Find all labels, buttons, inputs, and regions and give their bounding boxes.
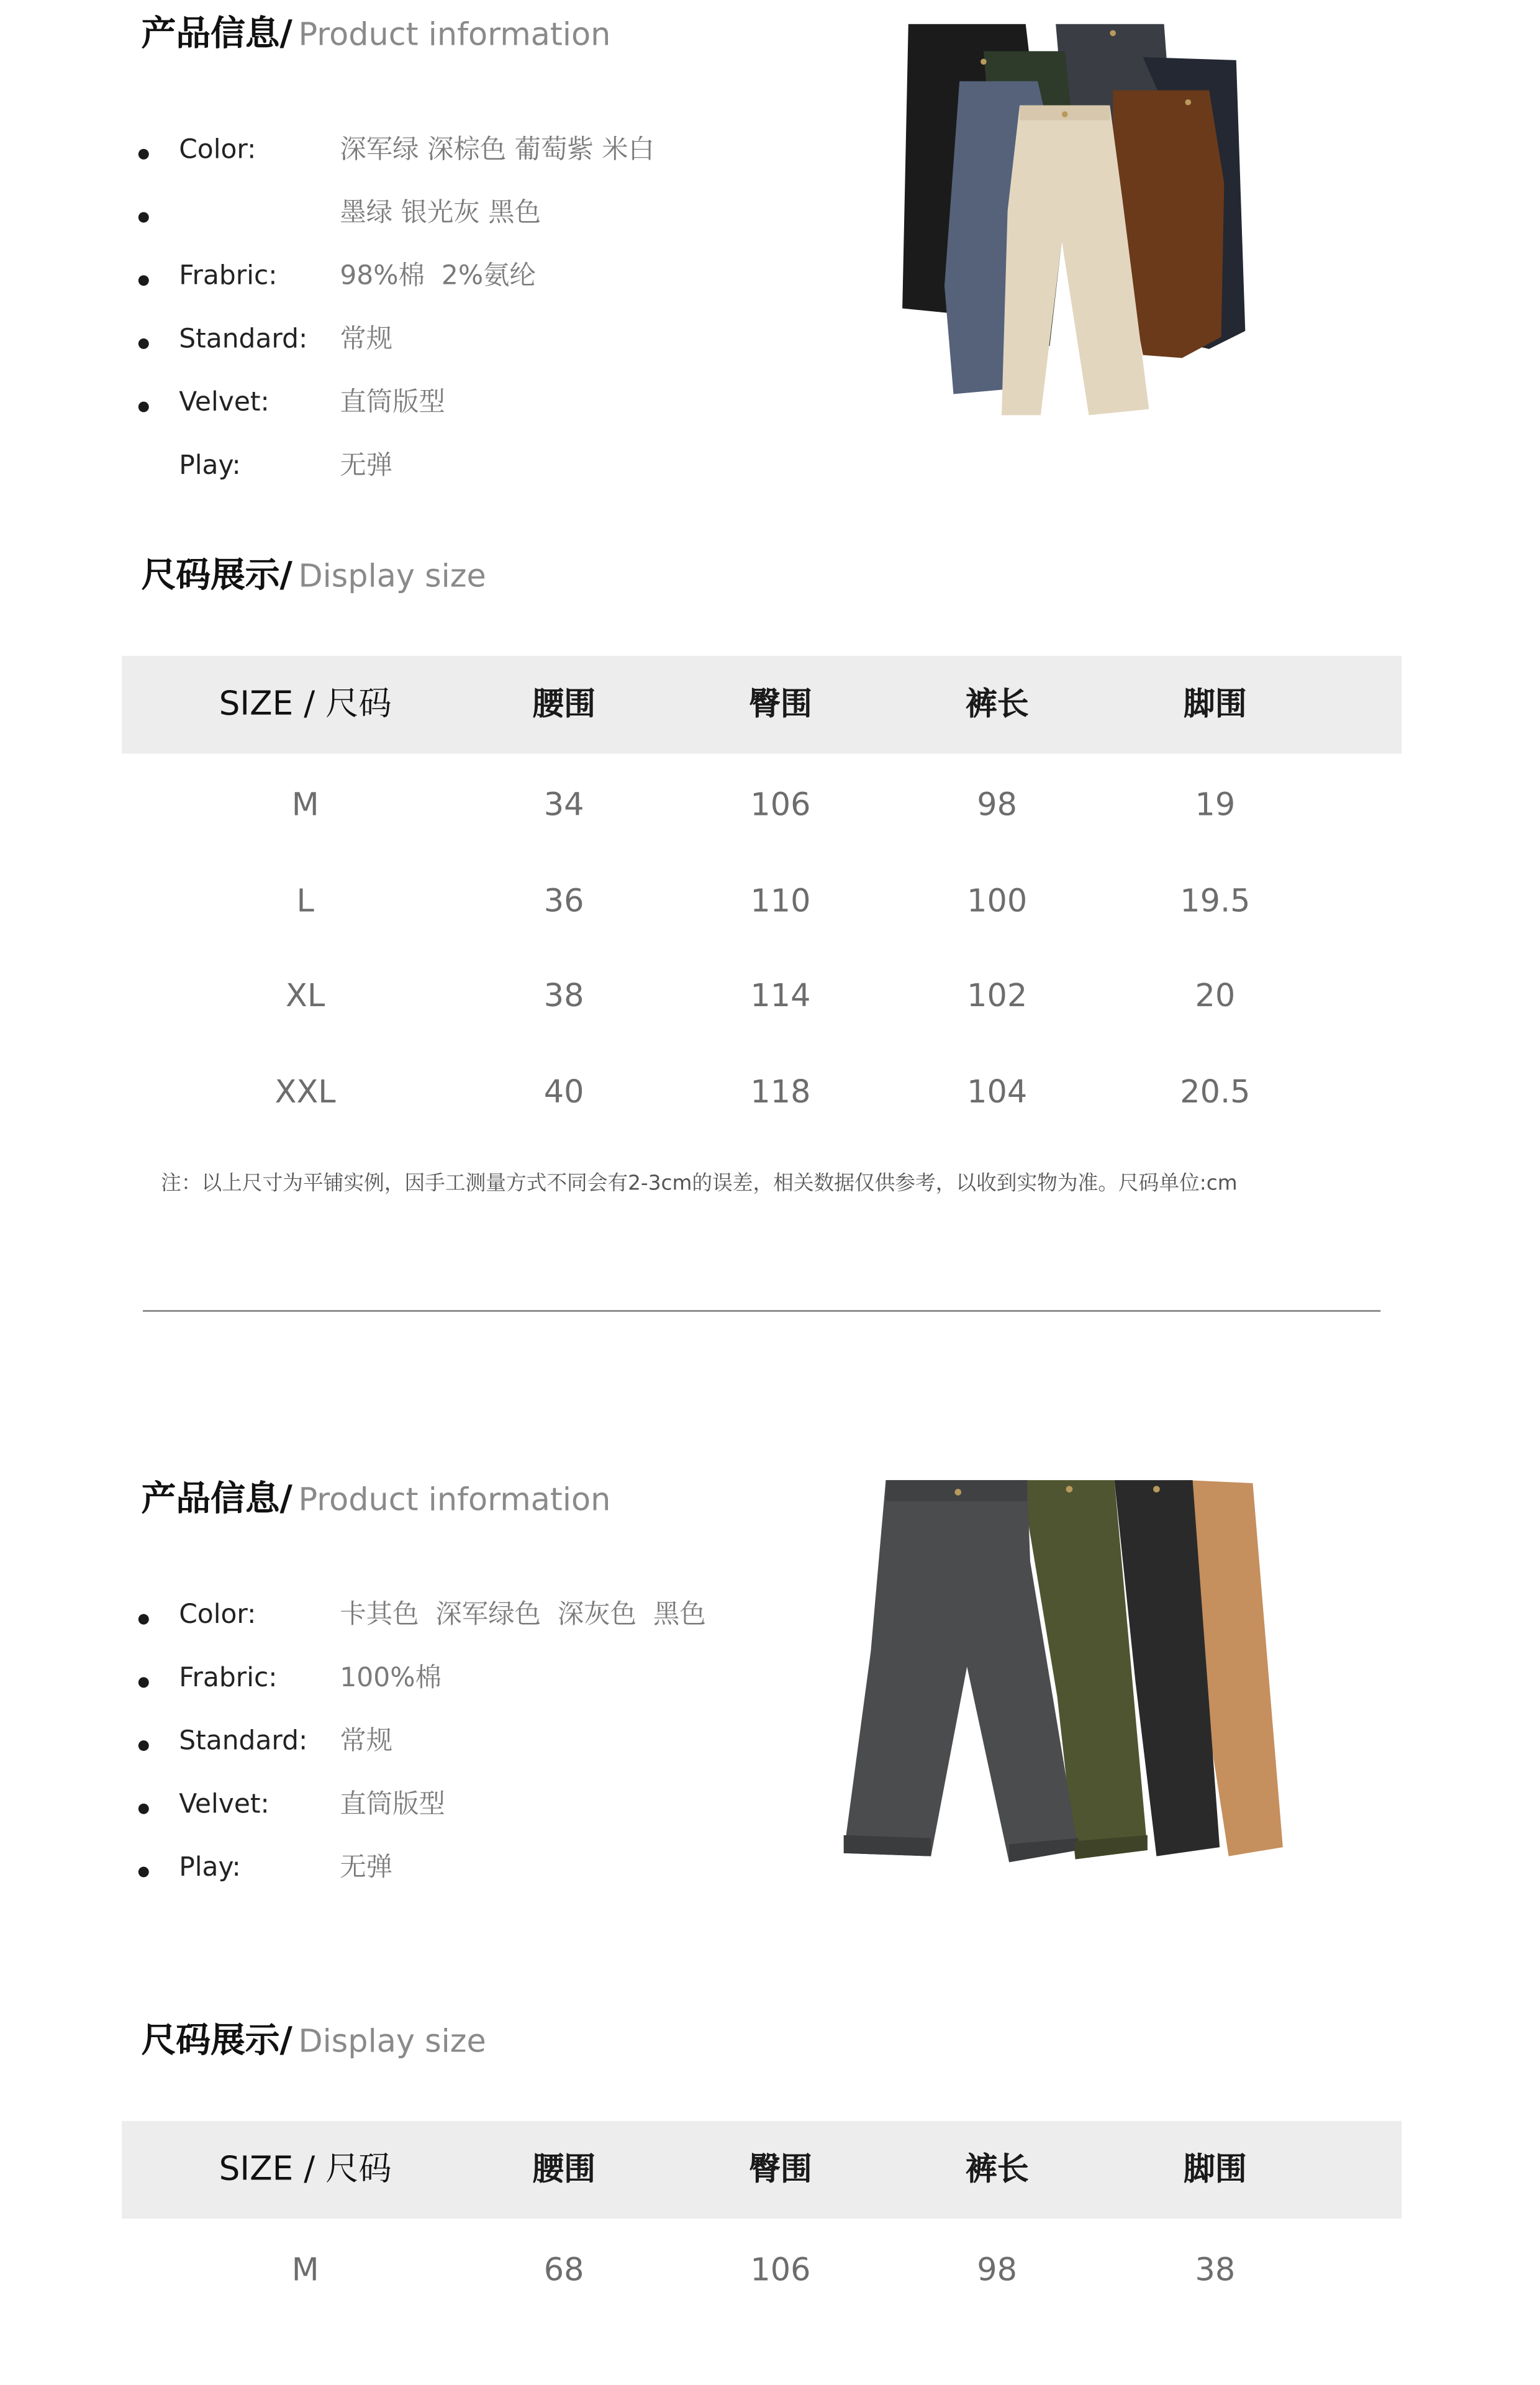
spec-value: 无弹 (340, 451, 393, 481)
table-cell: 38 (543, 978, 584, 1014)
table-header-row (122, 656, 1402, 753)
heading-en: Display size (298, 558, 486, 594)
spec-label: Velvet: (179, 388, 270, 419)
product-photo-twill-pants (835, 1471, 1301, 1874)
bullet-dot (138, 212, 149, 222)
table-cell: 40 (543, 1073, 584, 1110)
heading-zh: 尺码展示/ (141, 2022, 292, 2061)
section-divider (143, 1310, 1380, 1311)
product-info-heading (141, 1480, 611, 1520)
spec-value: 无弹 (340, 1853, 393, 1884)
table-cell: 36 (543, 882, 584, 919)
heading-zh: 产品信息/ (141, 15, 292, 55)
heading-zh: 尺码展示/ (141, 556, 292, 596)
display-size-heading (141, 2022, 486, 2061)
header-waist: 腰围 (532, 2151, 596, 2187)
table-cell: 114 (750, 978, 811, 1014)
bullet-dot (138, 402, 149, 412)
size-table (122, 656, 1402, 1136)
bullet-dot (138, 1740, 149, 1751)
bullet-dot (138, 1614, 149, 1625)
heading-en: Product information (298, 16, 611, 53)
table-cell: 34 (543, 786, 584, 823)
bullet-dot (138, 275, 149, 286)
spec-label: Frabric: (179, 261, 278, 292)
header-leg-opening: 脚围 (1184, 2151, 1247, 2187)
spec-value: 直筒版型 (340, 388, 445, 419)
spec-value: 墨绿 银光灰 黑色 (340, 198, 541, 229)
spec-value: 98%棉 2%氨纶 (340, 261, 536, 292)
header-size: SIZE / 尺码 (219, 2151, 392, 2189)
spec-label: Frabric: (179, 1663, 278, 1694)
heading-zh: 产品信息/ (141, 1480, 292, 1520)
table-cell: L (296, 882, 314, 919)
spec-label: Velvet: (179, 1790, 270, 1820)
size-note: 注：以上尺寸为平铺实例，因手工测量方式不同会有2-3cm的误差，相关数据仅供参考，以收到实物为准。尺码单位:cm (161, 1171, 1238, 1196)
spec-value: 常规 (340, 1727, 393, 1757)
spec-label: Standard: (179, 325, 308, 355)
table-cell: 106 (750, 786, 811, 823)
header-length: 裤长 (965, 686, 1029, 722)
header-hip: 臀围 (749, 2151, 812, 2187)
heading-en: Product information (298, 1481, 611, 1518)
table-cell: M (291, 2251, 319, 2288)
table-cell: 19.5 (1180, 882, 1251, 919)
spec-label: Play: (179, 451, 241, 481)
table-cell: 19 (1195, 786, 1236, 823)
header-waist: 腰围 (532, 686, 596, 722)
spec-label: Play: (179, 1853, 241, 1884)
header-length: 裤长 (965, 2151, 1029, 2187)
spec-value: 直筒版型 (340, 1790, 445, 1820)
header-size: SIZE / 尺码 (219, 686, 392, 724)
spec-label: Standard: (179, 1727, 308, 1757)
table-row (122, 2219, 1402, 2314)
table-cell: 68 (543, 2251, 584, 2288)
table-cell: 100 (967, 882, 1028, 919)
table-row (122, 753, 1402, 849)
table-cell: 38 (1195, 2251, 1236, 2288)
bullet-dot (138, 149, 149, 160)
table-cell: M (291, 786, 319, 823)
header-hip: 臀围 (749, 686, 812, 722)
table-cell: 20 (1195, 978, 1236, 1014)
header-leg-opening: 脚围 (1184, 686, 1247, 722)
bullet-dot (138, 1677, 149, 1688)
table-row (122, 849, 1402, 945)
table-cell: XXL (274, 1073, 336, 1110)
spec-value: 常规 (340, 325, 393, 355)
table-cell: 118 (750, 1073, 811, 1110)
table-cell: 98 (977, 2251, 1018, 2288)
pants-illustration (887, 15, 1263, 421)
product-photo-corduroy-pants (887, 15, 1263, 421)
table-cell: 20.5 (1180, 1073, 1251, 1110)
table-cell: 98 (977, 786, 1018, 823)
size-table (122, 2121, 1402, 2314)
spec-value: 卡其色 深军绿色 深灰色 黑色 (340, 1600, 706, 1631)
bullet-dot (138, 338, 149, 349)
pants-illustration (835, 1471, 1301, 1874)
table-row (122, 945, 1402, 1040)
spec-value: 100%棉 (340, 1663, 442, 1694)
table-cell: 104 (967, 1073, 1028, 1110)
heading-en: Display size (298, 2023, 486, 2060)
table-row (122, 1040, 1402, 1136)
spec-label: Color: (179, 135, 256, 166)
bullet-dot (138, 1804, 149, 1814)
display-size-heading (141, 556, 486, 596)
table-cell: 106 (750, 2251, 811, 2288)
table-cell: 110 (750, 882, 811, 919)
spec-value: 深军绿 深棕色 葡萄紫 米白 (340, 135, 654, 166)
product-info-heading (141, 15, 611, 55)
spec-label: Color: (179, 1600, 256, 1631)
table-cell: XL (286, 978, 325, 1014)
bullet-dot (138, 1867, 149, 1878)
table-header-row (122, 2121, 1402, 2219)
table-cell: 102 (967, 978, 1028, 1014)
